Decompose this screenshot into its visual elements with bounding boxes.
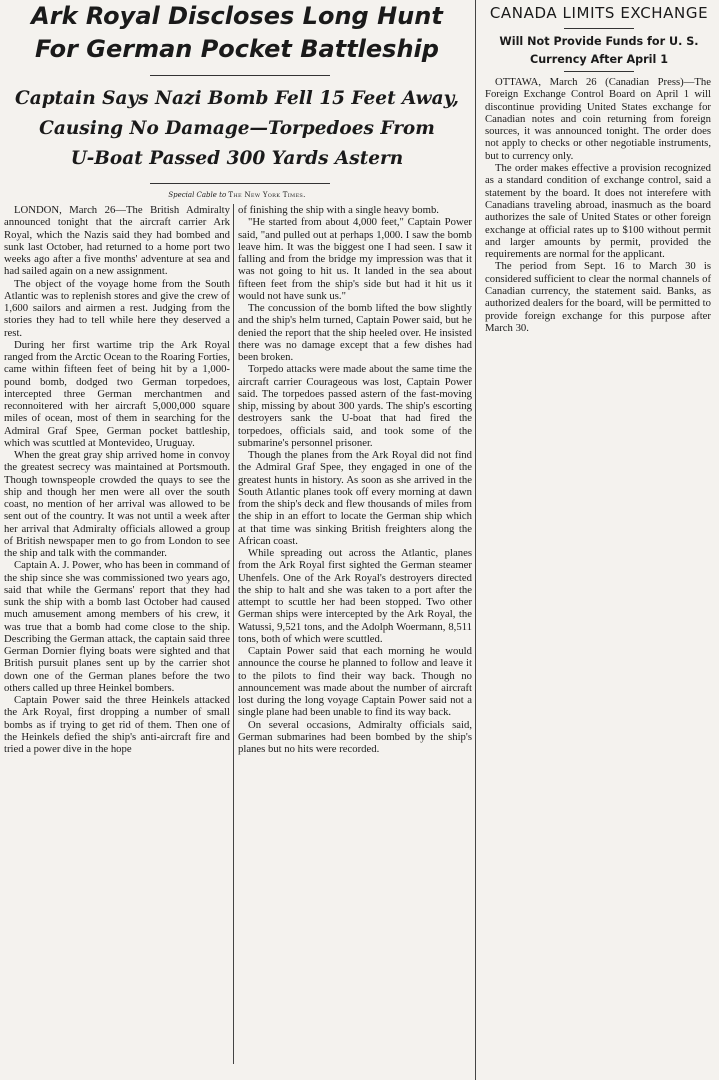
side-subheadline-line: Will Not Provide Funds for U. S. — [499, 35, 699, 48]
main-headline-line: For German Pocket Battleship — [35, 35, 439, 63]
dispatch-credit — [0, 190, 474, 200]
side-article-paragraph: OTTAWA, March 26 (Canadian Press)—The Foreign Exchange Control Board on April 1 will discontinue providing United States exchange for Canadian notes and coin returning from foreign sources, it was announced tonight. The order does not apply to checks or other negotiable instruments, but to currency only. — [485, 76, 711, 162]
main-headline-line: Ark Royal Discloses Long Hunt — [31, 2, 443, 30]
article-paragraph: LONDON, March 26—The British Admiralty announced tonight that the aircraft carrier Ark Royal, which the Nazis said they had bombed and sunk last October, had returned to a home port two weeks ago after a five months' adventure at sea and had sailed again on a new assignment. — [4, 204, 230, 278]
column-rule — [233, 204, 234, 1064]
subheadline — [0, 84, 474, 174]
main-headline — [0, 0, 474, 66]
article-paragraph: Captain Power said that each morning he would announce the course he planned to follow and leave it to the pilots to find their way back. Though no announcement was made about the number of aircraft lost during the long voyage Captain Power said not a single plane had been unable to find its way back. — [238, 645, 472, 719]
subheadline-line: U-Boat Passed 300 Yards Astern — [70, 148, 404, 169]
article-paragraph: Captain A. J. Power, who has been in command of the ship since she was commissioned two years ago, said that while the Germans' report that they had sunk the ship with a bomb last October had caused much amusement among members of his crew, it was true that a bomb had come close to the ship. Describing the German attack, the captain said three German Dornier flying boats were sighted and that British pursuit planes sent up by the carrier shot down one of the German planes before the two others called up three Heinkel bombers. — [4, 559, 230, 694]
article-paragraph: While spreading out across the Atlantic, planes from the Ark Royal first sighted the German steamer Uhenfels. One of the Ark Royal's destroyers directed the ship to halt and she was taken to a port after the attempt to scuttle her had been stopped. Two other German ships were intercepted by the Ark Royal, the Watussi, 9,521 tons, and the Adolph Woermann, 8,511 tons, both of which were scuttled. — [238, 547, 472, 645]
canada-exchange-article — [479, 0, 719, 1080]
side-subheadline-line: Currency After April 1 — [530, 53, 668, 66]
credit-prefix: Special Cable to — [168, 191, 227, 199]
article-paragraph: Captain Power said the three Heinkels attacked the Ark Royal, first dropping a number of small bombs as if trying to get rid of them. Then one of the Heinkels defied the ship's anti-aircraft fire and tried a power dive in the hope — [4, 694, 230, 755]
article-paragraph: When the great gray ship arrived home in convoy the greatest secrecy was maintained at Portsmouth. Though townspeople crowded the quays to see the ship and though her men were all over the south coast, no mention of her arrival was allowed to be sent out of the country. It was not until a week after her arrival that Admiralty officials allowed a group of British newspaper men to go from London to see the ship and talk with the commander. — [4, 449, 230, 559]
article-paragraph: "He started from about 4,000 feet," Captain Power said, "and pulled out at perhaps 1,000. I saw the bomb leave him. It was the biggest one I had seen. I saw it falling and from the bridge my impression was that it was not going to hit us. It landed in the sea about fifteen feet from the ship's side but had it hit us it would not have sunk us." — [238, 216, 472, 302]
article-paragraph: On several occasions, Admiralty officials said, German submarines had been bombed by the ship's planes but no hits were recorded. — [238, 718, 472, 755]
article-column-2 — [238, 204, 472, 755]
side-headline-rule — [564, 28, 634, 29]
article-paragraph: During her first wartime trip the Ark Royal ranged from the Arctic Ocean to the Roaring Forties, came within fifteen feet of being hit by a 1,000-pound bomb, dodged two German torpedoes, intercepted three German merchantmen and reconnoitered with her aircraft 5,000,000 square miles of ocean, most of them in searching for the Admiral Graf Spee, German pocket battleship, which was scuttled at Montevideo, Uruguay. — [4, 338, 230, 449]
side-headline: CANADA LIMITS EXCHANGE — [489, 4, 709, 22]
side-article-body — [485, 76, 711, 334]
article-paragraph: of finishing the ship with a single heavy bomb. — [238, 204, 439, 216]
article-paragraph: The object of the voyage home from the South Atlantic was to replenish stores and give the crew of 1,600 sailors and airmen a rest. Judging from the stories they had to tell while here they deserved a rest. — [4, 277, 230, 339]
article-paragraph: The concussion of the bomb lifted the bow slightly and the ship's helm turned, Captain Power said, but he denied the report that the ship heeled over. He insisted there was no damage except that a few dishes had been broken. — [238, 302, 472, 363]
article-paragraph: Though the planes from the Ark Royal did not find the Admiral Graf Spee, they engaged in one of the greatest hunts in history. As soon as she arrived in the South Atlantic planes took off every morning at dawn from the ship's deck and flew thousands of miles from the ship in an effort to locate the German ship which at that time was sinking British freighters along the African coast. — [238, 449, 472, 547]
side-subheadline-rule — [564, 71, 634, 72]
side-article-paragraph: The period from Sept. 16 to March 30 is considered sufficient to clear the normal channels of Canadian currency, the statement said. Banks, as authorized dealers for the board, will be permitted to provide foreign exchange for this purpose after March 30. — [485, 260, 711, 334]
article-column-1 — [4, 204, 230, 755]
subheadline-line: Captain Says Nazi Bomb Fell 15 Feet Away, — [14, 88, 459, 109]
headline-rule — [150, 75, 330, 76]
side-article-paragraph: The order makes effective a provision recognized as a standard condition of exchange control, said a statement by the board. It does not interefere with Canadians traveling abroad, inasmuch as the board authorizes the sale of United States or other foreign exchange at official rates up to $100 without permit and larger amounts by permit, provided the requirements are normal for the applicant. — [485, 162, 711, 261]
subheadline-line: Causing No Damage—Torpedoes From — [39, 118, 435, 139]
credit-paper: The New York Times. — [228, 191, 306, 199]
article-paragraph: Torpedo attacks were made about the same time the aircraft carrier Courageous was lost, Captain Power said. The torpedoes passed astern of the fast-moving ship, missing by about 300 yards. The ship's escorting destroyers sank the U-boat that had fired the torpedoes, officials said, and took some of the submarine's personnel prisoner. — [238, 363, 472, 449]
article-divider-rule — [475, 0, 476, 1080]
side-subheadline — [479, 33, 719, 69]
subheadline-rule — [150, 183, 330, 184]
